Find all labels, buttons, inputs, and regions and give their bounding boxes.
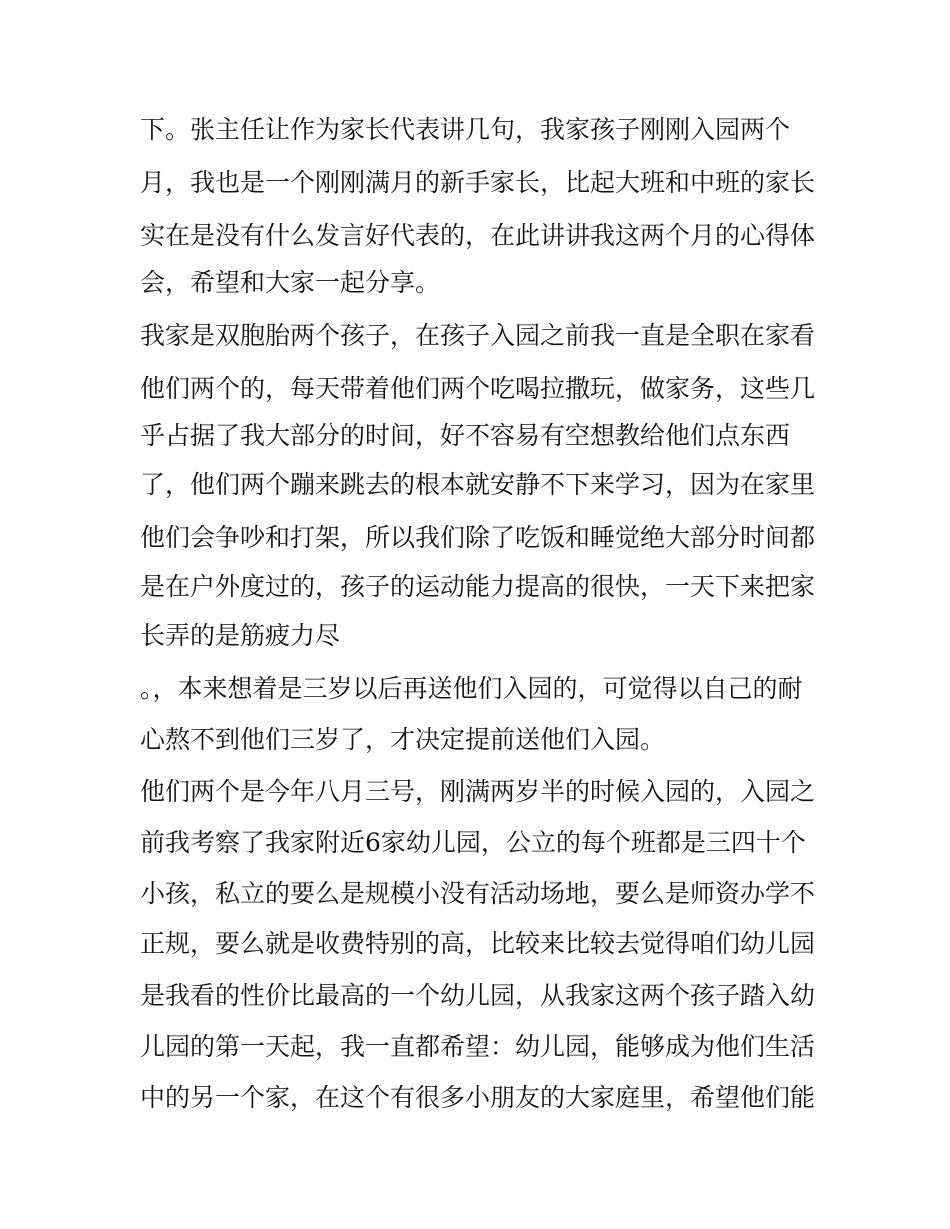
text-line: 会，希望和大家一起分享。 bbox=[140, 268, 441, 297]
text-line: 他们两个是今年八月三号，刚满两岁半的时候入园的，入园之 bbox=[140, 777, 816, 806]
text-line: 。，本来想着是三岁以后再送他们入园的，可觉得以自己的耐 bbox=[140, 674, 803, 703]
text-line: 他们会争吵和打架，所以我们除了吃饭和睡觉绝大部分时间都 bbox=[140, 523, 816, 552]
text-line: 了，他们两个蹦来跳去的根本就安静不下来学习，因为在家里 bbox=[140, 470, 816, 499]
text-line: 是我看的性价比最高的一个幼儿园，从我家这两个孩子踏入幼 bbox=[140, 981, 816, 1010]
text-line: 儿园的第一天起，我一直都希望：幼儿园，能够成为他们生活 bbox=[140, 1032, 816, 1061]
text-line: 小孩，私立的要么是规模小没有活动场地，要么是师资办学不 bbox=[140, 879, 816, 908]
text-line: 前我考察了我家附近6家幼儿园，公立的每个班都是三四十个 bbox=[140, 828, 806, 857]
text-line: 中的另一个家，在这个有很多小朋友的大家庭里，希望他们能 bbox=[140, 1083, 816, 1112]
text-line: 月，我也是一个刚刚满月的新手家长，比起大班和中班的家长 bbox=[140, 168, 816, 197]
text-line: 长弄的是筋疲力尽 bbox=[140, 621, 341, 650]
text-line: 乎占据了我大部分的时间，好不容易有空想教给他们点东西 bbox=[140, 421, 791, 450]
text-line: 心熬不到他们三岁了，才决定提前送他们入园。 bbox=[140, 725, 666, 754]
text-line: 是在户外度过的，孩子的运动能力提高的很快，一天下来把家 bbox=[140, 572, 816, 601]
text-line: 正规，要么就是收费特别的高，比较来比较去觉得咱们幼儿园 bbox=[140, 929, 816, 958]
text-line: 实在是没有什么发言好代表的，在此讲讲我这两个月的心得体 bbox=[140, 221, 816, 250]
text-line: 他们两个的，每天带着他们两个吃喝拉撒玩，做家务，这些几 bbox=[140, 374, 816, 403]
text-line: 我家是双胞胎两个孩子，在孩子入园之前我一直是全职在家看 bbox=[140, 321, 816, 350]
text-line: 下。张主任让作为家长代表讲几句，我家孩子刚刚入园两个 bbox=[140, 115, 791, 144]
